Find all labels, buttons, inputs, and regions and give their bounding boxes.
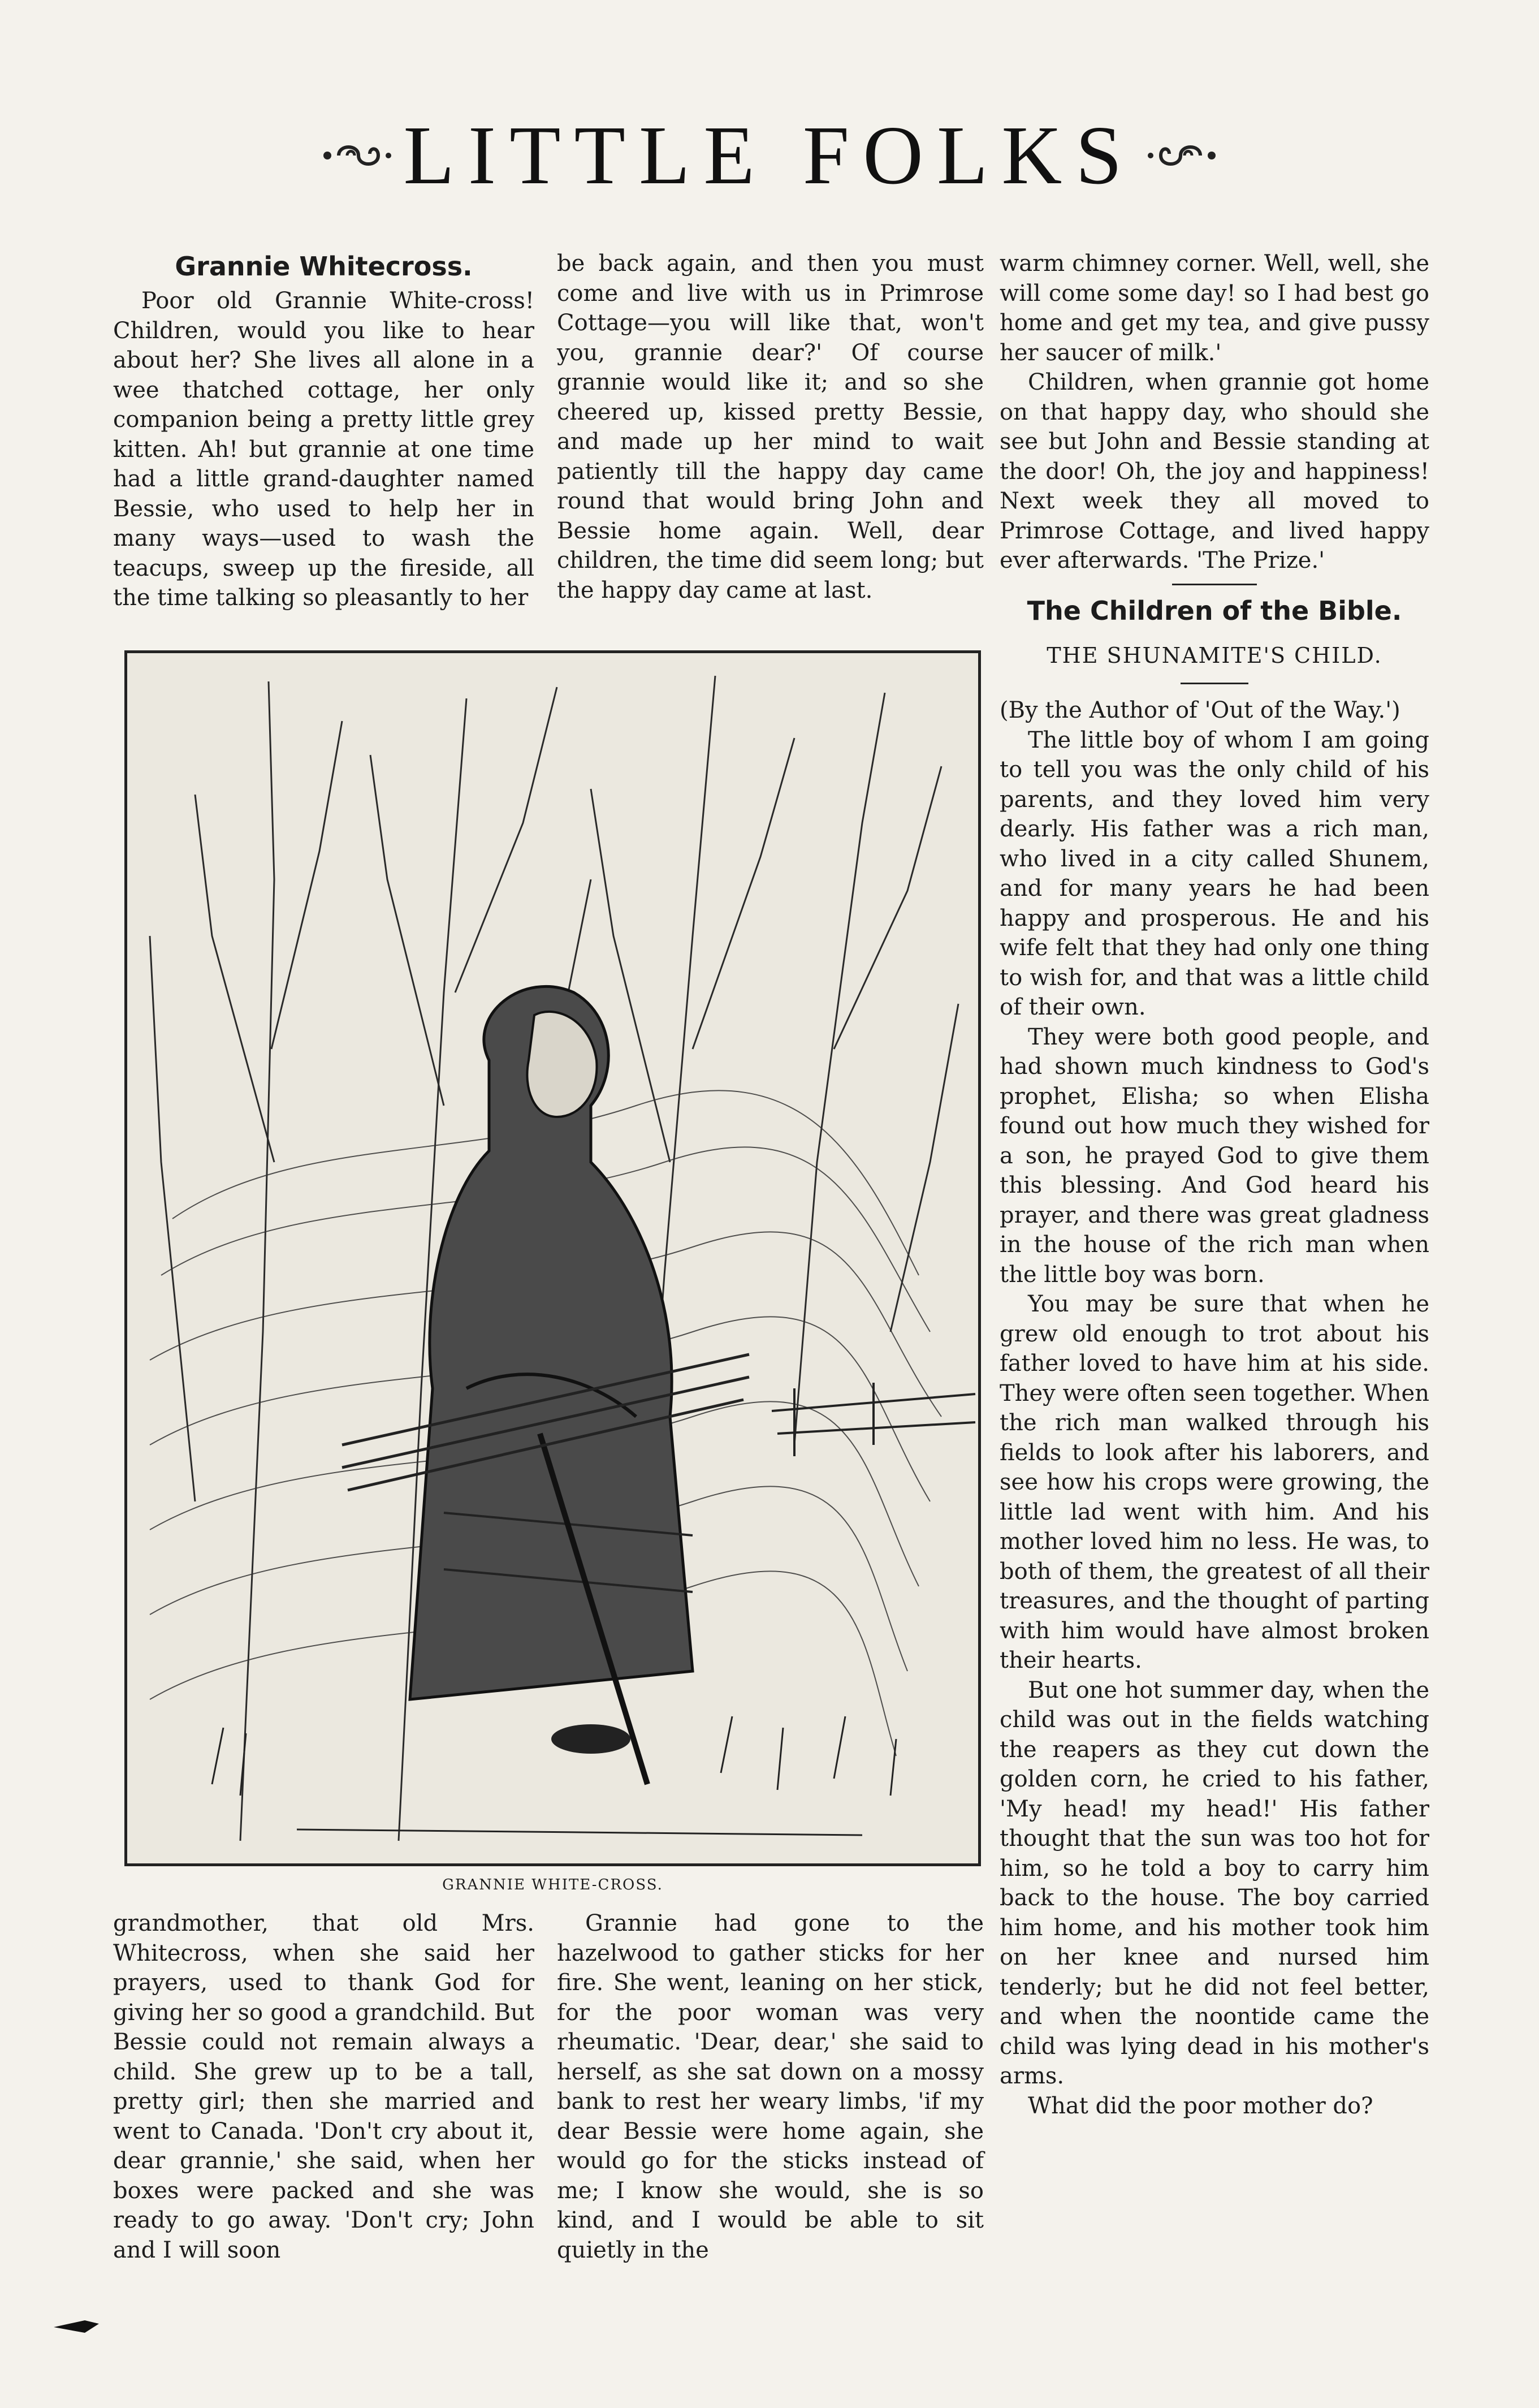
scroll-ornament-right-icon [1144,136,1223,175]
pointing-hand-mark-icon [51,2316,102,2338]
story1-column2-bottom [557,1909,984,2265]
story1-column1-bottom [113,1909,534,2265]
section-divider [1181,683,1248,684]
story2-paragraph: The little boy of whom I am going to tell you was the only child of his parents, and they loved him very dearly. His father was a rich man, who lived in a city called Shunem, and for many years he had been happy and prosperous. He and his wife felt that they had only one thing to wish for, and that was a little child of their own. [1000,727,1429,1020]
story-column3 [1000,249,1429,2121]
story1-paragraph: Grannie had gone to the hazelwood to gather sticks for her fire. She went, leaning on her stick, for the poor woman was very rheumatic. 'Dear, dear,' she said to herself, as she sat down on a mossy bank to rest her weary limbs, 'if my dear Bessie were home again, she would go for the sticks instead of me; I know she would, she is so kind, and I would be able to sit quietly in the [557,1910,984,2263]
masthead-title: LITTLE FOLKS [403,109,1136,202]
story1-paragraph: warm chimney corner. Well, well, she will come some day! so I had best go home and get my tea, and give pussy her saucer of milk.' [1000,251,1429,366]
story2-byline: (By the Author of 'Out of the Way.') [1000,697,1400,723]
story1-title: Grannie Whitecross. [175,251,473,282]
illustration-grannie-whitecross [124,650,981,1866]
story1-paragraph: Children, when grannie got home on that happy day, who should she see but John and Bessie standing at the door! Oh, the joy and happiness! Next week they all moved to Primrose Cottage, and lived happy ever afterwards. 'The Prize.' [1000,369,1429,573]
story2-paragraph: They were both good people, and had shown much kindness to God's prophet, Elisha; so when Elisha found out how much they wished for a son, he prayed God to give them this blessing. And God heard his prayer, and there was great gladness in the house of the rich man when the little boy was born. [1000,1024,1429,1288]
woodcut-engraving-image [127,653,978,1863]
story2-subtitle: THE SHUNAMITE'S CHILD. [1047,642,1382,668]
masthead [0,99,1539,212]
story2-paragraph: You may be sure that when he grew old enough to trot about his father loved to have him at his side. They were often seen together. When the rich man walked through his fields to look after his laborers, and see how his crops were growing, the little lad went with him. And his mother loved him no less. He was, to both of them, the greatest of all their treasures, and the thought of parting with him would have almost broken their hearts. [1000,1291,1429,1673]
story2-paragraph: What did the poor mother do? [1028,2092,1373,2119]
story1-paragraph: Poor old Grannie White-cross! Children, would you like to hear about her? She lives all alone in a wee thatched cottage, her only companion being a pretty little grey kitten. Ah! but grannie at one time had a little grand-daughter named Bessie, who used to help her in many ways—used to wash the teacups, sweep up the fireside, all the time talking so pleasantly to her [113,288,534,611]
story1-paragraph: grandmother, that old Mrs. Whitecross, when she said her prayers, used to thank God for giving her so good a grandchild. But Bessie could not remain always a child. She grew up to be a tall, pretty girl; then she married and went to Canada. 'Don't cry about it, dear grannie,' she said, when her boxes were packed and she was ready to go away. 'Don't cry; John and I will soon [113,1910,534,2263]
section-divider [1172,584,1257,585]
story1-column1-top [113,249,534,613]
story1-paragraph: be back again, and then you must come and live with us in Primrose Cottage—you will like that, won't you, grannie dear?' Of course grannie would like it; and so she cheered up, kissed pretty Bessie, and made up her mind to wait patiently till the happy day came round that would bring John and Bessie home again. Well, dear children, the time did seem long; but the happy day came at last. [557,251,984,603]
illustration-caption: GRANNIE WHITE-CROSS. [442,1876,663,1893]
story2-title: The Children of the Bible. [1027,595,1402,626]
story1-column2-top [557,249,984,605]
story2-paragraph: But one hot summer day, when the child was out in the fields watching the reapers as they cut down the golden corn, he cried to his father, 'My head! my head!' His father thought that the sun was too hot for him, so he told a boy to carry him back to the house. The boy carried him home, and his mother took him on her knee and nursed him tenderly; but he did not feel better, and when the noontide came the child was lying dead in his mother's arms. [1000,1677,1429,2089]
scroll-ornament-left-icon [316,136,395,175]
